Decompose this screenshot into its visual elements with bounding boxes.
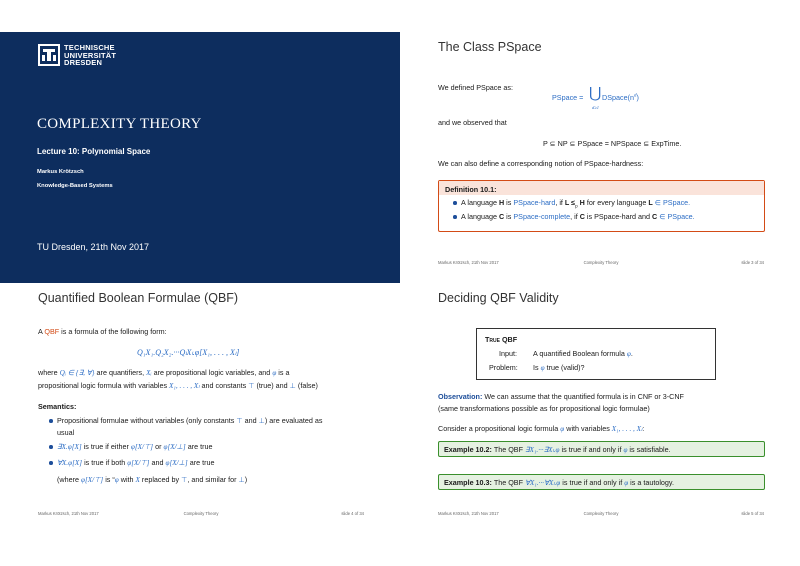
qbf-formula: Q₁X₁.Q₂X₂.···QₗXₗ.φ[X₁, . . . , Xₗ] [137, 348, 240, 357]
union-subscript: d≥1 [592, 105, 599, 110]
lecture-date: TU Dresden, 21th Nov 2017 [37, 242, 150, 252]
footer-page: slide 3 of 34 [741, 260, 764, 265]
research-group: Knowledge-Based Systems [37, 183, 113, 189]
example-box [438, 441, 765, 457]
problem-name: True QBF [485, 335, 518, 344]
logo-line-3: DRESDEN [64, 58, 103, 67]
text-line: A QBF is a formula of the following form: [38, 327, 167, 336]
bullet-icon [49, 445, 53, 449]
problem-box [476, 328, 716, 380]
semantics-heading: Semantics: [38, 402, 77, 411]
slide-title: Deciding QBF Validity [438, 291, 559, 305]
logo-line-1: TECHNISCHE [64, 43, 115, 52]
definition-item: A language H is PSpace-hard, if $L \le_p$ H for every language L ∈ PSpace. [461, 198, 691, 209]
semantics-item: Propositional formulae without variables (only constants ⊤ and ⊥) are evaluated as [57, 416, 323, 425]
problem-text: Is φ true (valid)? [533, 363, 585, 372]
class-chain: P ⊆ NP ⊆ PSpace = NPSpace ⊆ ExpTime. [543, 139, 682, 148]
big-union-icon: ⋃ [589, 86, 602, 102]
problem-label: Problem: [489, 363, 518, 372]
input-label: Input: [499, 349, 517, 358]
text-line: propositional logic formula with variables X₁, . . . , Xₗ and constants ⊤ (true) and ⊥ (false) [38, 381, 318, 390]
example-text: Example 10.2: The QBF ∃X₁.···∃Xₗ.φ is true if and only if φ is satisfiable. [444, 445, 671, 454]
pspace-formula: PSpace = [552, 93, 584, 102]
slide-qbf-validity [400, 283, 800, 534]
slide-title: The Class PSpace [438, 40, 542, 54]
text-line: We defined PSpace as: [438, 83, 513, 92]
footer-author: Markus Krötzsch, 21th Nov 2017 [438, 511, 499, 516]
text-line: and we observed that [438, 118, 507, 127]
slide-title: Quantified Boolean Formulae (QBF) [38, 291, 239, 305]
observation-line: Observation: We can assume that the quantified formula is in CNF or 3-CNF [438, 392, 684, 401]
footer-page: slide 5 of 34 [741, 511, 764, 516]
text-line: Consider a propositional logic formula φ with variables X₁, . . . , Xₗ: [438, 424, 645, 433]
definition-box [438, 180, 765, 232]
text-line: We can also define a corresponding notion of PSpace-hardness: [438, 159, 644, 168]
slide-qbf [0, 283, 400, 534]
semantics-item-cont: usual [57, 428, 75, 437]
semantics-item: ∃X.φ[X] is true if either φ[X/⊤] or φ[X/⊥] are true [57, 442, 213, 451]
definition-title: Definition 10.1: [445, 184, 497, 194]
author-name: Markus Krötzsch [37, 169, 84, 175]
bullet-icon [49, 461, 53, 465]
footer-course: Complexity Theory [183, 511, 219, 516]
logo-line-2: UNIVERSITÄT [64, 50, 117, 60]
example-box [438, 474, 765, 490]
example-text: Example 10.3: The QBF ∀X₁.···∀Xₗ.φ is true if and only if φ is a tautology. [444, 478, 674, 487]
tu-dresden-logo-icon [38, 44, 60, 66]
slide-pspace [400, 32, 800, 283]
input-text: A quantified Boolean formula φ. [533, 349, 633, 358]
title-slide [0, 32, 400, 283]
pspace-formula-rhs: $DSpace(n^d)$ [602, 93, 639, 102]
semantics-item: ∀X.φ[X] is true if both φ[X/⊤] and φ[X/⊥] are true [57, 458, 215, 467]
bullet-icon [49, 419, 53, 423]
semantics-note: (where φ[X/⊤] is “φ with X replaced by ⊤, and similar for ⊥) [57, 475, 248, 484]
footer-course: Complexity Theory [583, 260, 619, 265]
lecture-title: Lecture 10: Polynomial Space [37, 147, 151, 156]
footer-author: Markus Krötzsch, 21th Nov 2017 [38, 511, 99, 516]
footer-author: Markus Krötzsch, 21th Nov 2017 [438, 260, 499, 265]
footer-course: Complexity Theory [583, 511, 619, 516]
bullet-icon [453, 201, 457, 205]
bullet-icon [453, 215, 457, 219]
course-title: COMPLEXITY THEORY [37, 116, 202, 132]
definition-item: A language C is PSpace-complete, if C is PSpace-hard and C ∈ PSpace. [461, 212, 695, 221]
tu-dresden-logo [38, 44, 116, 67]
text-line: where Qᵢ ∈ {∃, ∀} are quantifiers, Xᵢ are propositional logic variables, and φ is a [38, 368, 290, 377]
observation-cont: (same transformations possible as for propositional logic formulae) [438, 404, 650, 413]
footer-page: slide 4 of 34 [341, 511, 364, 516]
